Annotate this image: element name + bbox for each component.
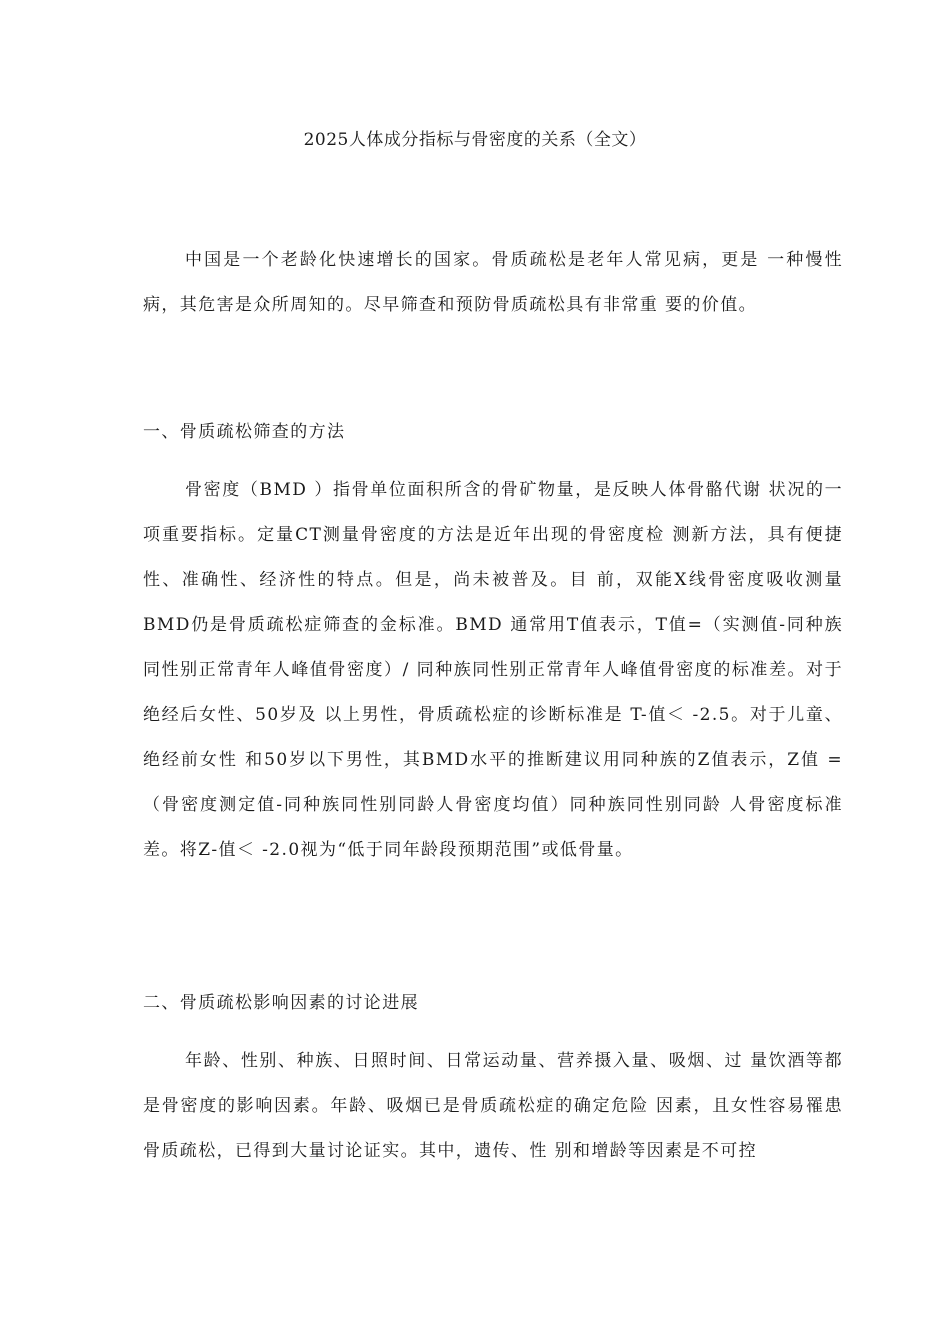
section-paragraph-screening-methods: 骨密度（BMD ）指骨单位面积所含的骨矿物量，是反映人体骨骼代谢 状况的一项重要指标。定量CT测量骨密度的方法是近年出现的骨密度检 测新方法，具有便捷性、准确性、经济性的特点。但是，尚未被普及。目 前，双能X线骨密度吸收测量BMD仍是骨质疏松症筛查的金标准。BMD 通常用T值表示，T值=（实测值-同种族同性别正常青年人峰值骨密度）/ 同种族同性别正常青年人峰值骨密度的标准差。对于绝经后女性、50岁及 以上男性，骨质疏松症的诊断标准是 T-值＜ -2.5。对于儿童、绝经前女性 和50岁以下男性，其BMD水平的推断建议用同种族的Z值表示，Z值 =（骨密度测定值-同种族同性别同龄人骨密度均值）同种族同性别同龄 人骨密度标准差。将Z-值＜ -2.0视为“低于同年龄段预期范围”或低骨量。 [143, 480, 843, 860]
document-title: 2025人体成分指标与骨密度的关系（全文） [303, 130, 647, 150]
section-heading-screening-methods: 一、骨质疏松筛查的方法 [143, 422, 346, 442]
intro-paragraph: 中国是一个老龄化快速增长的国家。骨质疏松是老年人常见病，更是 一种慢性病，其危害是众所周知的。尽早筛查和预防骨质疏松具有非常重 要的价值。 [143, 250, 843, 315]
section-heading-influencing-factors: 二、骨质疏松影响因素的讨论进展 [143, 993, 419, 1013]
section-paragraph-influencing-factors: 年龄、性别、种族、日照时间、日常运动量、营养摄入量、吸烟、过 量饮酒等都是骨密度的影响因素。年龄、吸烟已是骨质疏松症的确定危险 因素，且女性容易罹患骨质疏松，已得到大量讨论证实。其中，遗传、性 别和增龄等因素是不可控 [143, 1051, 843, 1161]
